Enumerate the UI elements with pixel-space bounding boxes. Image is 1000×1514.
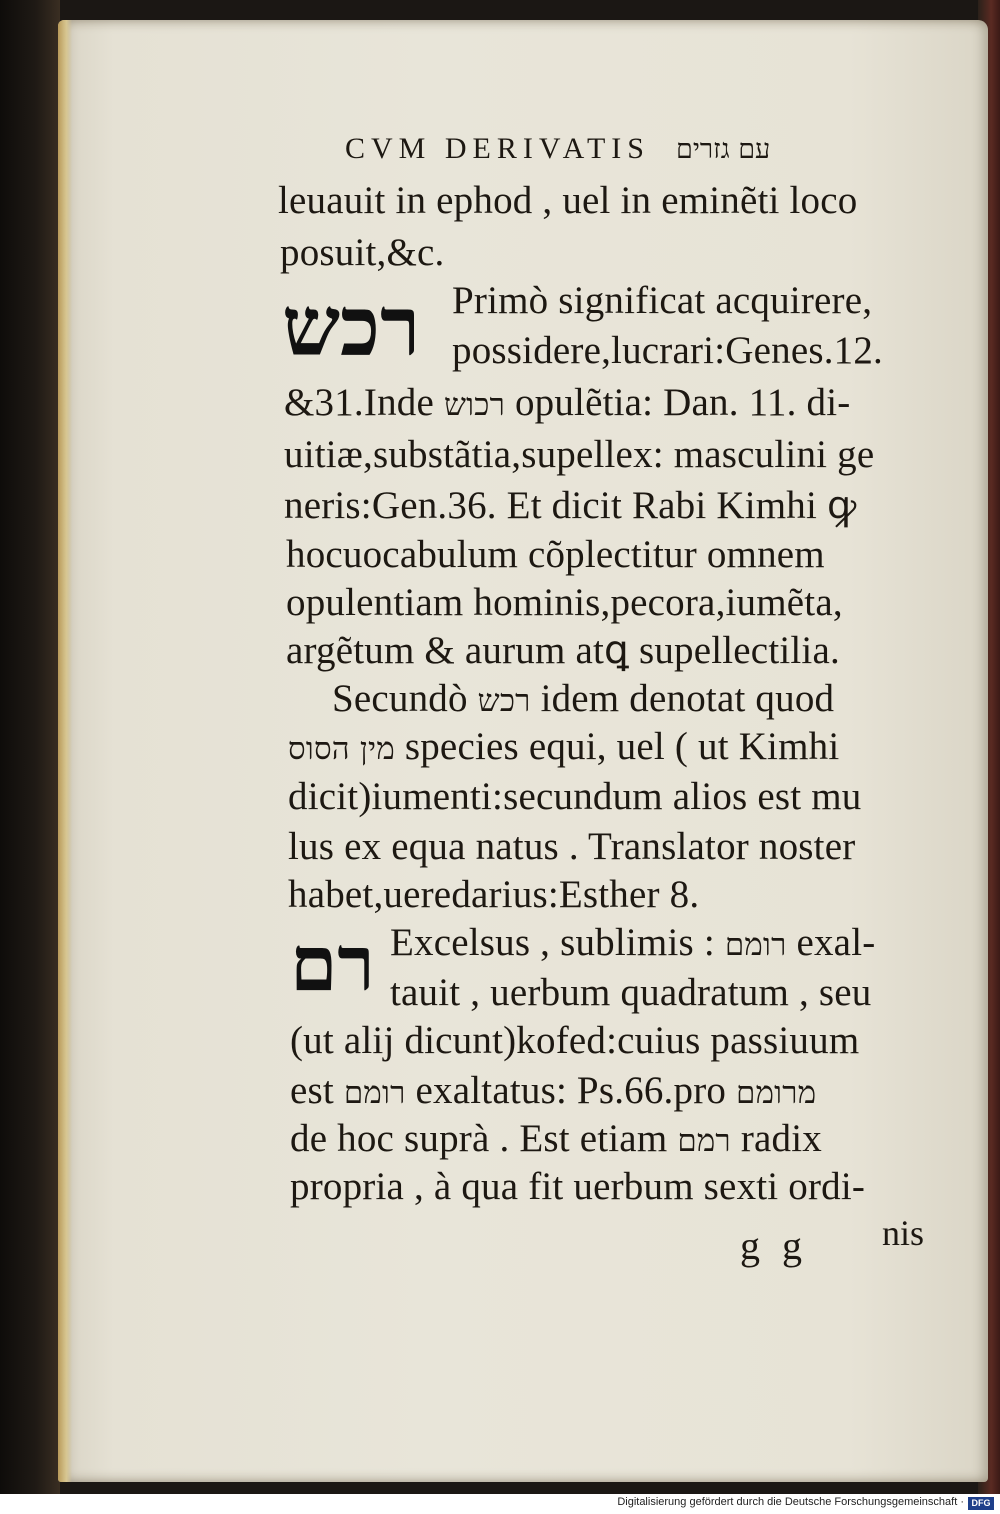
footer-bar (0, 1494, 1000, 1514)
text-segment: idem denotat quod (540, 677, 835, 720)
catchword: nis (882, 1213, 925, 1253)
text-line (288, 724, 839, 772)
text-segment: &31.Inde (284, 381, 434, 424)
text-line: propria , à qua fit uerbum sexti ordi- (290, 1165, 866, 1208)
running-header (345, 132, 770, 166)
hebrew-word: רכוש (443, 387, 505, 423)
text-line: (ut alij dicunt)kofed:cuius passiuum (290, 1019, 860, 1062)
header-latin: CVM DERIVATIS (345, 132, 650, 165)
header-hebrew: עם גזרים (675, 134, 771, 165)
dfg-logo: DFG (968, 1497, 994, 1510)
text-line: habet,ueredarius:Esther 8. (288, 873, 700, 916)
text-line (290, 1116, 822, 1164)
text-line: possidere,lucrari:Genes.12. (452, 329, 884, 372)
text-segment: exal- (796, 921, 876, 964)
text-segment: Excelsus , sublimis : (390, 921, 715, 964)
entry-headword-2: רם (290, 919, 375, 1008)
hebrew-word: רמם (677, 1123, 731, 1159)
text-line: opulentiam hominis,pecora,iumẽta, (286, 581, 843, 624)
text-line: uitiæ,substãtia,supellex: masculini ge (284, 433, 875, 476)
signature-mark: g g (740, 1223, 808, 1268)
hebrew-word: רומם (724, 927, 787, 963)
text-line: Primò significat acquirere, (452, 279, 873, 322)
text-line: lus ex equa natus . Translator noster (288, 825, 856, 868)
text-segment: exaltatus: Ps.66.pro (415, 1069, 727, 1112)
text-line (290, 1068, 816, 1116)
text-segment: Secundò (332, 677, 468, 720)
hebrew-word: מין הסוס (288, 731, 395, 767)
text-line (332, 676, 834, 724)
hebrew-word: רכש (477, 683, 531, 719)
text-line: leuauit in ephod , uel in eminẽti loco (278, 179, 858, 222)
footer-credit: Digitalisierung gefördert durch die Deutsche Forschungsgemeinschaft · (617, 1496, 964, 1508)
text-line: argẽtum & aurum atꝗ supellectilia. (286, 629, 840, 672)
text-segment: est (290, 1069, 334, 1112)
hebrew-word: מרומם (736, 1075, 817, 1111)
text-segment: de hoc suprà . Est etiam (290, 1117, 668, 1160)
text-line (390, 920, 875, 968)
text-segment: opulẽtia: Dan. 11. di- (514, 381, 851, 424)
text-line: posuit,&c. (280, 231, 445, 274)
text-line: neris:Gen.36. Et dicit Rabi Kimhi ꝙ (284, 484, 857, 527)
text-line (284, 380, 850, 428)
text-line: tauit , uerbum quadratum , seu (390, 971, 872, 1014)
entry-headword-1: רכש (282, 279, 421, 375)
hebrew-word: רומם (343, 1075, 406, 1111)
text-line: hocuocabulum cõplectitur omnem (286, 533, 825, 576)
text-segment: species equi, uel ( ut Kimhi (404, 725, 840, 768)
text-segment: radix (740, 1117, 822, 1160)
text-line: dicit)iumenti:secundum alios est mu (288, 775, 862, 818)
